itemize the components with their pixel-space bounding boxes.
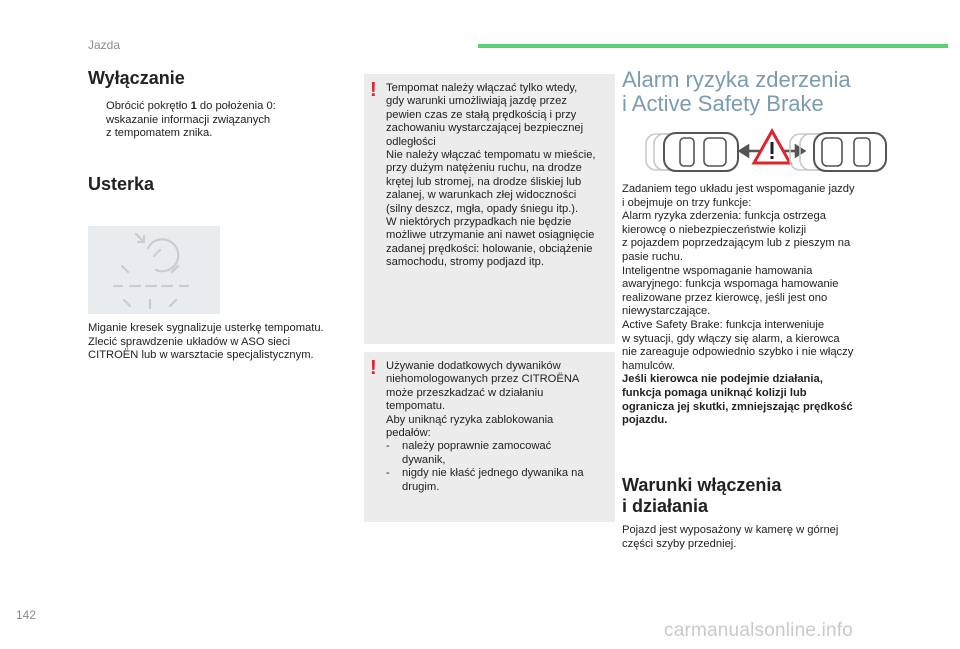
off-instruction: Obrócić pokrętło 1 do położenia 0: wskazanie informacji związanych z tempomatem znika. bbox=[88, 100, 348, 141]
cruise-control-fault-icon bbox=[88, 226, 220, 314]
collision-alert-bold-note: Jeśli kierowca nie podejmie działania, funkcja pomaga uniknąć kolizji lub ogranicza jej skutki, zmniejszając prędkość pojazdu. bbox=[622, 373, 853, 427]
collision-alert-cars-icon bbox=[640, 128, 890, 174]
watermark: carmanualsonline.info bbox=[664, 620, 854, 641]
heading-usterka: Usterka bbox=[88, 174, 155, 194]
collision-illustration-svg bbox=[640, 128, 890, 174]
bullet-icon bbox=[88, 100, 98, 141]
warning-box-cruise bbox=[364, 74, 615, 344]
section-accent-bar bbox=[478, 44, 948, 48]
cruise-control-fault-svg bbox=[88, 226, 220, 314]
section-label: Jazda bbox=[88, 38, 121, 52]
warning-box-floor-mats bbox=[364, 352, 615, 522]
list-item: - należy poprawnie zamocować dywanik, bbox=[386, 440, 552, 466]
conditions-text: Pojazd jest wyposażony w kamerę w górnej części szyby przedniej. bbox=[622, 524, 839, 550]
fault-description: Miganie kresek sygnalizuje usterkę tempomatu. Zlecić sprawdzenie układów w ASO sieci CITROËN lub w warsztacie specjalistycznym. bbox=[88, 322, 324, 362]
heading-wylaczanie: Wyłączanie bbox=[88, 68, 185, 88]
list-item: - nigdy nie kłaść jednego dywanika na drugim. bbox=[386, 467, 584, 493]
collision-alert-description: Zadaniem tego układu jest wspomaganie jazdy i obejmuje on trzy funkcje: Alarm ryzyka zderzenia: funkcja ostrzega kierowcę o niebezpieczeństwie kolizji z pojazdem poprzedzającym lub z pieszym na pasie ruchu. Inteligentne wspomaganie hamowania awaryjnego: funkcja wspomaga hamowanie realizowane przez kierowcę, jeśli jest ono niewystarczające. Active Safety Brake: funkcja interweniuje w sytuacji, gdy włączy się alarm, a kierowca nie zareaguje odpowiednio szybko i nie włączy hamulców. Jeśli kierowca nie podejmie działania, funkcja pomaga uniknąć kolizji lub ogranicza jej skutki, zmniejszając prędkość pojazdu. bbox=[622, 183, 944, 428]
warning-icon: ! bbox=[370, 79, 377, 101]
warning-text-floor-mats: Używanie dodatkowych dywaników niehomologowanych przez CITROËNA może przeszkadzać w działaniu tempomatu. Aby uniknąć ryzyka zablokowania pedałów: - należy poprawnie zamocować dywanik, - nigdy nie kłaść jednego dywanika na drugim. bbox=[386, 360, 605, 494]
heading-conditions: Warunki włączenia i działania bbox=[622, 475, 782, 516]
warning-icon: ! bbox=[370, 357, 377, 379]
heading-collision-alert: Alarm ryzyka zderzenia i Active Safety Brake bbox=[622, 67, 851, 116]
page-number: 142 bbox=[16, 608, 37, 622]
warning-text-cruise: Tempomat należy włączać tylko wtedy, gdy warunki umożliwiają jazdę przez pewien czas ze stałą prędkością i przy zachowaniu wystarczającej bezpiecznej odległości Nie należy włączać tempomatu w mieście, przy dużym natężeniu ruchu, na drodze krętej lub stromej, na drodze śliskiej lub zalanej, w warunkach złej widoczności (silny deszcz, mgła, opady śniegu itp.). W niektórych przypadkach nie będzie możliwe utrzymanie ani nawet osiągnięcie zadanej prędkości: holowanie, obciążenie samochodu, stromy podjazd itp. bbox=[386, 82, 596, 269]
